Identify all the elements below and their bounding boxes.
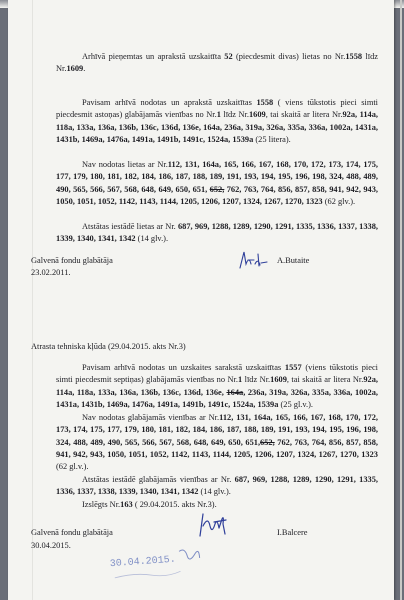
- technical-error-note: Atrasta tehniska kļūda (29.04.2015. akts Nr.3): [31, 342, 186, 351]
- accepted-files-paragraph: Arhīvā pieņemtas un aprakstā uzskaitīta 52 (piecdesmit divas) lietas no Nr.1558 līdz Nr.1609.: [56, 52, 378, 74]
- date-stamp: [104, 547, 208, 583]
- page-fold-line: [32, 0, 33, 600]
- handwritten-signature-2: [196, 510, 230, 540]
- signer-name-1: A.Butaite: [277, 256, 310, 265]
- sign-date-2: 30.04.2015.: [31, 541, 71, 550]
- handwritten-signature-1: [236, 248, 270, 272]
- svg-text:30.04.2015.: 30.04.2015.: [109, 554, 177, 571]
- not-transferred-paragraph: Nav nodotas lietas ar Nr.112, 131, 164a, 165, 166, 167, 168, 170, 172, 173, 174, 175, 177, 179, 180, 181, 182, 184, 186, 187, 188, 189, 191, 193, 194, 195, 196, 198, 324, 488, 489, 490, 565, 566, 567, 568, 648, 649, 650, 651, 652, 762, 763, 764, 856, 857, 858, 941, 942, 943, 1050, 1051, 1052, 1142, 1143, 1144, 1205, 1206, 1207, 1324, 1267, 1270, 1323 (62 glv.).: [56, 160, 379, 207]
- corrected-total-paragraph: Pavisam arhīvā nodotas un uzskaites sarakstā uzskaitītas 1557 (viens tūkstotis pieci simti piecdesmit septiņas) glabājamās vienības no Nr.1 līdz Nr.1609, tai skaitā ar litera Nr.92a, 114a, 118a, 133a, 136a, 136b, 136c, 136d, 136e, 164a, 236a, 319a, 326a, 335a, 336a, 1002a, 1431a, 1431b, 1469a, 1476a, 1491a, 1491b, 1491c, 1524a, 1539a (25 gl.v.).: [56, 363, 379, 410]
- signer-role-2: Galvenā fondu glabātāja: [31, 528, 113, 537]
- page-margin-line: [400, 0, 402, 600]
- signer-role-1: Galvenā fondu glabātāja: [31, 256, 113, 265]
- retained-files-paragraph: Atstātas iestādē lietas ar Nr. 687, 969, 1288, 1289, 1290, 1291, 1335, 1336, 1337, 1338, 1339, 1340, 1341, 1342 (14 glv.).: [56, 222, 379, 244]
- total-transferred-paragraph: Pavisam arhīvā nodotas un aprakstā uzskaitītas 1558 ( viens tūkstotis pieci simti piecdesmit astoņas) glabājamās vienības no Nr.1 līdz Nr.1609, tai skaitā ar litera Nr.92a, 114a, 118a, 133a, 136a, 136b, 136c, 136d, 136e, 164a, 236a, 319a, 326a, 335a, 336a, 1002a, 1431a, 1431b, 1469a, 1476a, 1491a, 1491b, 1491c, 1524a, 1539a (25 litera).: [56, 98, 378, 145]
- excluded-note: Izslēgts Nr.163 ( 29.04.2015. akts Nr.3).: [82, 500, 217, 509]
- signer-name-2: I.Balcere: [277, 528, 308, 537]
- corrected-not-transferred-paragraph: Nav nodotas glabājamās vienības ar Nr.112, 131, 164a, 165, 166, 167, 168, 170, 172, 173, 174, 175, 177, 179, 180, 181, 182, 184, 186, 187, 188, 189, 191, 193, 194, 195, 196, 198, 324, 488, 489, 490, 565, 566, 567, 568, 648, 649, 650, 651,652, 762, 763, 764, 856, 857, 858, 941, 942, 943, 1050, 1051, 1052, 1142, 1143, 1144, 1205, 1206, 1207, 1324, 1267, 1270, 1323 (62 gl.v.).: [56, 413, 379, 472]
- corrected-retained-paragraph: Atstātas iestādē glabājamās vienības ar Nr. 687, 969, 1288, 1289, 1290, 1291, 1335, 1336, 1337, 1338, 1339, 1340, 1341, 1342 (14 glv.).: [56, 475, 378, 497]
- sign-date-1: 23.02.2011.: [31, 268, 71, 277]
